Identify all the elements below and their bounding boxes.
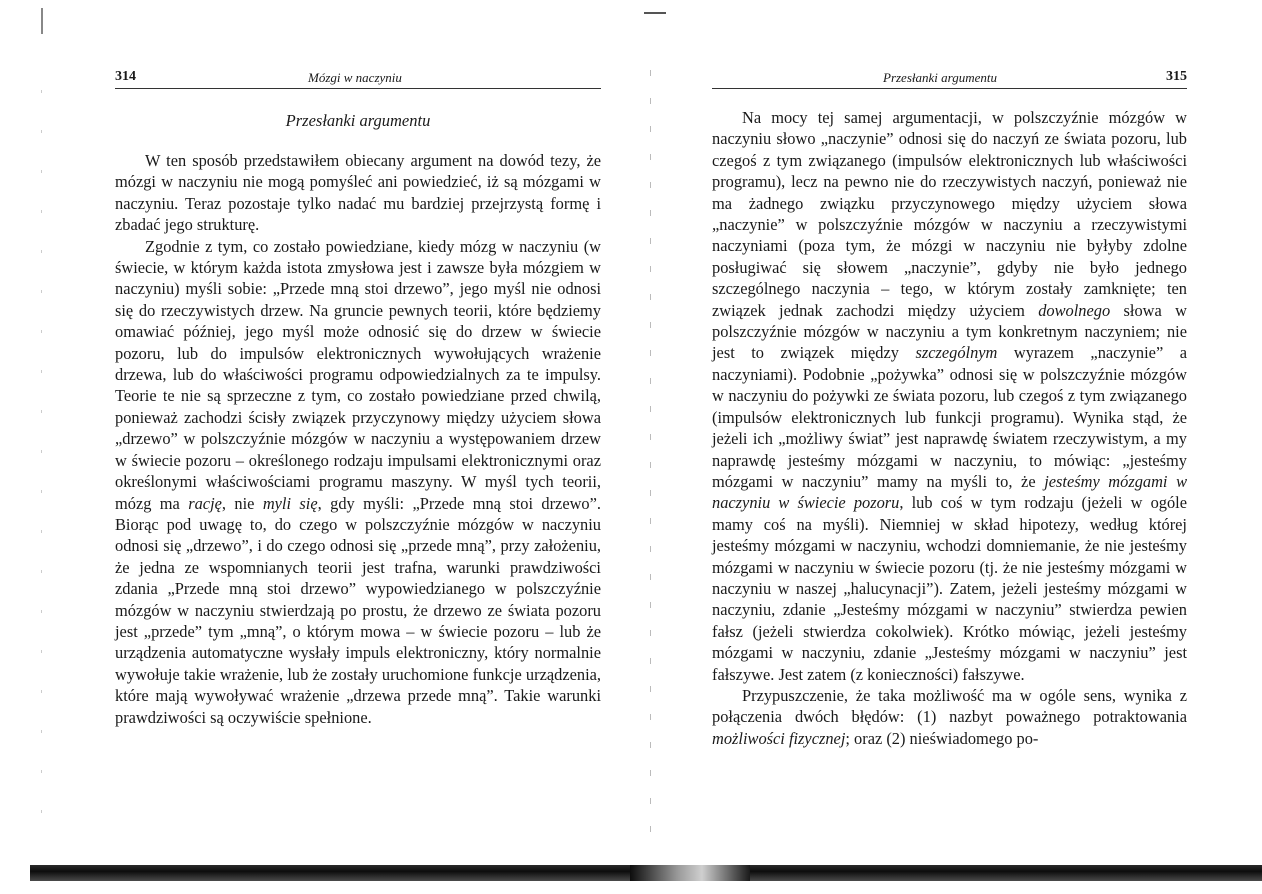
page-number: 315 (1166, 69, 1187, 84)
text-run: Przypuszczenie, że taka możliwość ma w ogóle sens, wynika z połączenia dwóch błędów: (1) nazbyt poważnego potraktowania (712, 685, 1187, 727)
italic-text: rację (188, 493, 222, 513)
text-run: W ten sposób przedstawiłem obiecany argument na dowód tezy, że mózgi w naczyniu nie mogą pomyśleć ani powiedzieć, iż są mózgami w naczyniu. Teraz pozostaje tylko nadać mu bardziej przejrzystą formę i zbadać jego strukturę. (115, 151, 601, 235)
scan-bottom-edge (30, 865, 1262, 881)
text-run: Zgodnie z tym, co zostało powiedziane, kiedy mózg w naczyniu (w świecie, w którym każda istota zmysłowa jest i zawsze była mózgiem w naczyniu) myśli sobie: „Przede mną stoi drzewo”, jego myśl nie odnosi się do rzeczywistych drzew. Na gruncie pewnych teorii, które będziemy omawiać później, jego myśl może odnosić się do drzew w świecie pozoru, lub do impulsów elektronicznych wywołujących wrażenie drzewa, lub do właściwości programu odpowiedzialnych za te impulsy. Teorie te nie są sprzeczne z tym, co zostało powiedziane przed chwilą, ponieważ zachodzi ścisły związek przyczynowy między użyciem słowa „drzewo” w polszczyźnie mózgów w naczyniu a występowaniem drzew w świecie pozoru – określonego rodzaju impulsami elektronicznymi oraz określonymi właściwościami programu maszyny. W myśl tych teorii, mózg ma (115, 236, 601, 513)
scan-glare (630, 865, 750, 881)
section-heading: Przesłanki argumentu (285, 111, 431, 130)
gutter-mark (644, 12, 666, 14)
running-head (712, 66, 1187, 89)
text-run: ; oraz (2) nieświadomego po- (845, 728, 1039, 748)
text-run: wyrazem „naczynie” a naczyniami). Podobnie „pożywka” odnosi się w polszczyźnie mózgów w naczyniu do pożywki ze świata pozoru, lub czegoś z tym związanego (impulsów elektronicznych lub funkcji programu). Wynika stąd, że jeżeli ich „możliwy świat” jest naprawdę światem rzeczywistym, a my naprawdę jesteśmy mózgami w naczyniu, to mówiąc: „jesteśmy mózgami w naczyniu” mamy na myśli to, że (712, 343, 1187, 491)
text-run: Na mocy tej samej argumentacji, w polszczyźnie mózgów w naczyniu słowo „naczynie” odnosi się do naczyń ze świata pozoru, lub czegoś z tym związanego (impulsów elektronicznych lub właściwości programu), lecz na pewno nie do rzeczywistych naczyń, ponieważ nie ma żadnego związku przyczynowego między użyciem słowa „naczynie” w polszczyźnie mózgów w naczyniu a rzeczywistymi naczyniami (poza tym, że mózgi w naczyniu nie byłyby zdolne posługiwać się słowem „naczynie”, gdyby nie było jednego szczególnego naczynia – tego, w którym zostały zamknięte; ten związek jednak zachodzi między użyciem (712, 108, 1187, 320)
italic-text: możliwości fizycznej (712, 728, 846, 748)
text-run: , gdy myśli: „Przede mną stoi drzewo”. Biorąc pod uwagę to, do czego w polszczyźnie mózgów w naczyniu odnosi się „drzewo”, i do czego odnosi się „przede mną”, przy założeniu, że jedna ze wspomnianych teorii jest trafna, warunki prawdziwości zdania „Przede mną stoi drzewo” wypowiedzianego w polszczyźnie mózgów w naczyniu stwierdzają po prostu, że drzewo ze świata pozoru jest „przede” tym „mną”, o którym mowa – w świecie pozoru – lub że urządzenia automatyczne wysłały impuls elektroniczny, który normalnie wywołuje takie wrażenie, lub że zostały uruchomione funkcje urządzenia, które mają wywoływać wrażenie „drzewa przede mną”. Takie warunki prawdziwości są oczywiście spełnione. (115, 493, 602, 727)
running-title: Przesłanki argumentu (883, 70, 997, 85)
scan-edge-mark (41, 8, 43, 34)
body-text (712, 107, 1187, 749)
paragraph (712, 107, 1187, 685)
running-head (115, 66, 601, 89)
italic-text: szczególnym (915, 343, 998, 363)
italic-text: dowolnego (1038, 300, 1111, 320)
text-run: słowa w polszczyźnie mózgów w naczyniu a tym konkretnym naczyniem; nie jest to związek między (712, 300, 1187, 363)
italic-text: myli się (262, 493, 318, 513)
body-text (115, 150, 601, 728)
paragraph (115, 236, 601, 728)
scan-edge-artifact (41, 90, 42, 850)
paragraph (712, 685, 1187, 749)
page-number: 314 (115, 69, 136, 84)
book-gutter (650, 70, 651, 840)
text-run: , nie (221, 493, 263, 513)
text-run: , lub coś w tym rodzaju (jeżeli w ogóle mamy coś na myśli). Niemniej w skład hipotezy, według której jesteśmy mózgami w naczyniu, wchodzi domniemanie, że nie jesteśmy mózgami w naczyniu w świecie pozoru (tj. że nie jesteśmy mózgami w naczyniu w naszej „halucynacji”). Zatem, jeżeli jesteśmy mózgami w naczyniu, zdanie „Jesteśmy mózgami w naczyniu” stwierdza pewien fałsz (jeżeli stwierdza cokolwiek). Krótko mówiąc, jeżeli jesteśmy mózgami w naczyniu, zdanie „Jesteśmy mózgami w naczyniu” jest fałszywe. Jest zatem (z konieczności) fałszywe. (712, 493, 1187, 684)
italic-text: jesteśmy mózgami w naczyniu w świecie pozoru (712, 471, 1187, 513)
paragraph (115, 150, 601, 236)
running-title: Mózgi w naczyniu (308, 70, 402, 85)
